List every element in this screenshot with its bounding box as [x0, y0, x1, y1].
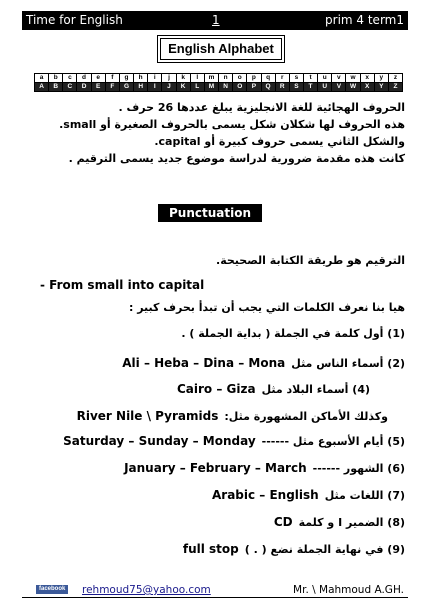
alphabet-letter: G: [119, 82, 134, 92]
footer-divider: [22, 597, 408, 598]
alphabet-letter: p: [246, 73, 261, 83]
header-grade: prim 4 term1: [325, 13, 404, 27]
punctuation-heading: Punctuation: [158, 204, 262, 222]
alphabet-letter: i: [147, 73, 162, 83]
alphabet-letter: V: [331, 82, 346, 92]
rule-item-2-english: Ali – Heba – Dina – Mona: [122, 356, 286, 370]
alphabet-letter: y: [374, 73, 389, 83]
rule-item-places-arabic: وكذلك الأماكن المشهورة مثل:: [224, 410, 388, 423]
rule-item-4: [177, 382, 370, 396]
header-page-number: 1: [212, 13, 220, 27]
alphabet-letter: K: [176, 82, 191, 92]
email-link[interactable]: rehmoud75@yahoo.com: [82, 584, 211, 596]
rule-item-4-english: Cairo – Giza: [176, 382, 256, 396]
rule-item-places-english: River Nile \ Pyramids: [76, 409, 219, 423]
alphabet-letter: C: [62, 82, 77, 92]
rule-item-6-arabic: (6) الشهور ------: [312, 462, 405, 475]
punctuation-definition: الترقيم هو طريقة الكتابة الصحيحة.: [216, 254, 405, 267]
rule-item-7-english: Arabic – English: [212, 488, 319, 502]
alphabet-letter: b: [48, 73, 63, 83]
alphabet-letter: q: [261, 73, 276, 83]
alphabet-letter: l: [190, 73, 205, 83]
rule-item-8-arabic: (8) الضمير I و كلمة: [298, 516, 405, 529]
intro-line-4: كانت هذه مقدمة ضرورية لدراسة موضوع جديد يسمى الترقيم .: [68, 152, 405, 165]
alphabet-letter: r: [275, 73, 290, 83]
rule-item-places: [77, 409, 388, 423]
alphabet-letter: o: [232, 73, 247, 83]
alphabet-letter: D: [76, 82, 91, 92]
alphabet-letter: d: [76, 73, 91, 83]
intro-line-2: هذه الحروف لها شكلان شكل يسمى بالحروف الصغيرة أو small.: [59, 118, 405, 131]
rule-item-5-english: Saturday – Sunday – Monday: [63, 434, 256, 448]
alphabet-letter: Q: [261, 82, 276, 92]
page-header: [22, 11, 408, 30]
alphabet-letter: a: [34, 73, 49, 83]
alphabet-letter: T: [303, 82, 318, 92]
facebook-badge: facebook: [36, 585, 68, 594]
rule-item-7-arabic: (7) اللغات مثل: [324, 489, 405, 502]
alphabet-letter: F: [105, 82, 120, 92]
alphabet-letter: H: [133, 82, 148, 92]
rule-item-6: [124, 461, 405, 475]
page-footer: [22, 584, 408, 598]
alphabet-letter: J: [161, 82, 176, 92]
rule-item-7: [212, 488, 405, 502]
rule-item-2-arabic: (2) أسماء الناس مثل: [291, 357, 405, 370]
alphabet-letter: c: [62, 73, 77, 83]
punctuation-subheading: - From small into capital: [40, 278, 205, 292]
rule-item-4-arabic: (4) أسماء البلاد مثل: [261, 383, 370, 396]
alphabet-letter: f: [105, 73, 120, 83]
alphabet-letter: W: [345, 82, 360, 92]
teacher-name: Mr. \ Mahmoud A.GH.: [293, 584, 404, 596]
alphabet-letter: j: [161, 73, 176, 83]
rule-item-8-english: CD: [273, 515, 293, 529]
alphabet-letter: E: [91, 82, 106, 92]
alphabet-upper-row: [35, 82, 403, 92]
alphabet-letter: t: [303, 73, 318, 83]
alphabet-letter: S: [289, 82, 304, 92]
rule-item-8: [274, 515, 405, 529]
alphabet-letter: z: [388, 73, 403, 83]
rule-item-2: [122, 356, 405, 370]
alphabet-letter: x: [360, 73, 375, 83]
alphabet-letter: A: [34, 82, 49, 92]
rule-item-9-english: full stop: [182, 542, 239, 556]
alphabet-letter: B: [48, 82, 63, 92]
alphabet-letter: e: [91, 73, 106, 83]
alphabet-letter: R: [275, 82, 290, 92]
alphabet-letter: u: [317, 73, 332, 83]
alphabet-letter: X: [360, 82, 375, 92]
alphabet-letter: L: [190, 82, 205, 92]
alphabet-letter: U: [317, 82, 332, 92]
alphabet-letter: n: [218, 73, 233, 83]
alphabet-letter: g: [119, 73, 134, 83]
alphabet-letter: h: [133, 73, 148, 83]
rule-item-5-arabic: (5) أيام الأسبوع مثل ------: [261, 435, 405, 448]
alphabet-letter: M: [204, 82, 219, 92]
alphabet-letter: Y: [374, 82, 389, 92]
rule-item-1: [181, 327, 405, 340]
alphabet-letter: O: [232, 82, 247, 92]
page-title: English Alphabet: [160, 38, 282, 60]
alphabet-letter: k: [176, 73, 191, 83]
alphabet-letter: m: [204, 73, 219, 83]
alphabet-letter: v: [331, 73, 346, 83]
alphabet-letter: I: [147, 82, 162, 92]
rule-item-5: [63, 434, 405, 448]
intro-line-3: والشكل الثاني يسمى حروف كبيرة أو capital.: [154, 135, 405, 148]
alphabet-letter: w: [345, 73, 360, 83]
intro-line-1: الحروف الهجائية للغة الانجليزية يبلغ عددها 26 حرف .: [118, 101, 405, 114]
rule-item-1-arabic: (1) أول كلمة في الجملة ( بداية الجملة ) .: [181, 327, 405, 340]
punctuation-lead: هيا بنا نعرف الكلمات التي يجب أن تبدأ بحرف كبير :: [128, 301, 405, 314]
rule-item-6-english: January – February – March: [124, 461, 307, 475]
alphabet-letter: P: [246, 82, 261, 92]
header-course: Time for English: [26, 13, 123, 27]
rule-item-9-arabic: (9) في نهاية الجملة نضع ( . ): [244, 543, 405, 556]
alphabet-letter: N: [218, 82, 233, 92]
alphabet-letter: s: [289, 73, 304, 83]
rule-item-9: [183, 542, 405, 556]
alphabet-letter: Z: [388, 82, 403, 92]
